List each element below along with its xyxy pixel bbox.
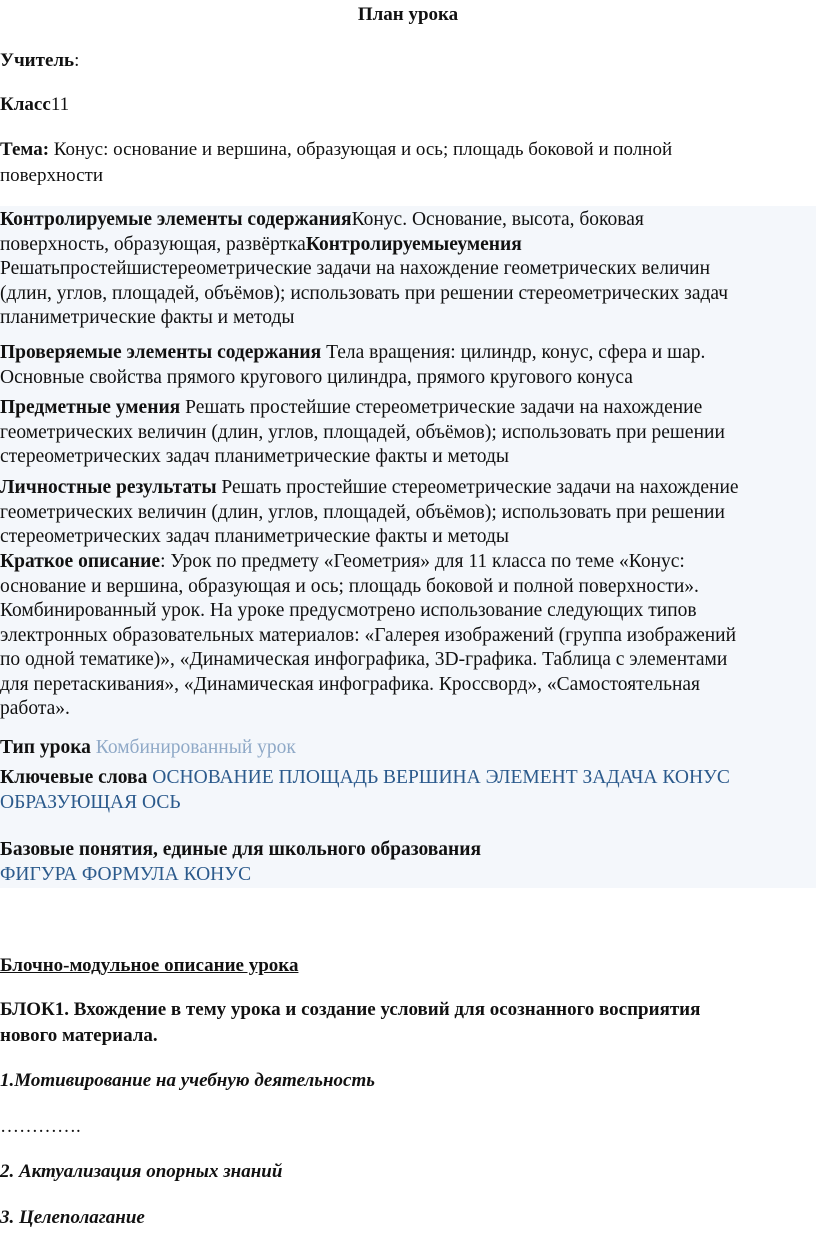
teacher-line xyxy=(0,49,79,73)
subject-skills-label: Предметные умения xyxy=(0,397,181,418)
personal-results xyxy=(0,476,812,550)
brief-description xyxy=(0,550,812,722)
subject-skills xyxy=(0,396,812,470)
brief-text: : Урок по предмету «Геометрия» для 11 класса по теме «Конус: xyxy=(160,551,685,572)
block1-heading-2: нового материала. xyxy=(0,1025,158,1046)
lesson-type-label: Тип урока xyxy=(0,737,91,758)
teacher-label: Учитель xyxy=(0,50,75,71)
personal-results-text-3: стереометрических задач планиметрические факты и методы xyxy=(0,526,509,547)
class-label: Класс xyxy=(0,94,51,115)
topic-line-2: поверхности xyxy=(0,165,104,186)
basic-concepts-value: ФИГУРА ФОРМУЛА КОНУС xyxy=(0,863,252,885)
motivation-heading: 1.Мотивирование на учебную деятельность xyxy=(0,1070,375,1091)
controlled-elements xyxy=(0,208,812,331)
block1-heading: БЛОК1. Вхождение в тему урока и создание условий для осознанного восприятия xyxy=(0,999,701,1020)
brief-text-7: работа». xyxy=(0,698,70,719)
controlled-text: Конус. Основание, высота, боковая xyxy=(351,209,644,230)
topic-line xyxy=(0,138,672,162)
brief-text-2: основание и вершина, образующая и ось; площадь боковой и полной поверхности». xyxy=(0,575,699,597)
page-title: План урока xyxy=(357,4,459,25)
subject-skills-text-3: стереометрических задач планиметрические факты и методы xyxy=(0,446,509,467)
keywords-value-2: ОБРАЗУЮЩАЯ ОСЬ xyxy=(0,791,181,813)
personal-results-text: Решать простейшие стереометрические задачи на нахождение xyxy=(216,477,739,498)
teacher-colon: : xyxy=(74,50,80,71)
brief-label: Краткое описание xyxy=(0,551,161,572)
class-line xyxy=(0,93,69,117)
personal-results-text-2: геометрических величин (длин, углов, площадей, объёмов); использовать при решении xyxy=(0,501,725,523)
lesson-type-value: Комбинированный урок xyxy=(90,737,296,758)
subject-skills-text-2: геометрических величин (длин, углов, площадей, объёмов); использовать при решении xyxy=(0,421,725,443)
brief-text-4: электронных образовательных материалов: «Галерея изображений (группа изображений xyxy=(0,624,737,646)
checked-text-2: Основные свойства прямого кругового цилиндра, прямого кругового конуса xyxy=(0,366,633,388)
goal-setting-heading: 3. Целеполагание xyxy=(0,1207,145,1228)
brief-text-5: по одной тематике)», «Динамическая инфографика, 3D-графика. Таблица с элементами xyxy=(0,649,728,670)
controlled-skills-label: Контролируемыеумения xyxy=(305,233,522,255)
keywords xyxy=(0,766,812,815)
controlled-text-3: Решатьпростейшистереометрические задачи на нахождение геометрических величин xyxy=(0,258,711,279)
personal-results-label: Личностные результаты xyxy=(0,477,217,498)
basic-concepts xyxy=(0,838,812,887)
checked-text: Тела вращения: цилиндр, конус, сфера и шар. xyxy=(321,342,706,363)
topic-label: Тема: xyxy=(0,139,50,160)
brief-text-3: Комбинированный урок. На уроке предусмотрено использование следующих типов xyxy=(0,600,697,621)
topic-text: Конус: основание и вершина, образующая и ось; площадь боковой и полной xyxy=(49,139,673,160)
keywords-label: Ключевые слова xyxy=(0,767,148,788)
checked-label: Проверяемые элементы содержания xyxy=(0,342,322,363)
controlled-text-2: поверхность, образующая, развёртка xyxy=(0,233,306,255)
controlled-text-5: планиметрические факты и методы xyxy=(0,307,295,328)
class-value: 11 xyxy=(50,94,70,115)
actualization-heading: 2. Актуализация опорных знаний xyxy=(0,1161,283,1182)
ellipsis-text: …………. xyxy=(0,1116,81,1137)
block-heading: Блочно-модульное описание урока xyxy=(0,955,299,976)
keywords-value: ОСНОВАНИЕ ПЛОЩАДЬ ВЕРШИНА ЭЛЕМЕНТ ЗАДАЧА КОНУС xyxy=(147,767,730,788)
subject-skills-text: Решать простейшие стереометрические задачи на нахождение xyxy=(180,397,703,418)
controlled-text-4: (длин, углов, площадей, объёмов); использовать при решении стереометрических задач xyxy=(0,282,729,304)
controlled-label: Контролируемые элементы содержания xyxy=(0,209,352,230)
basic-concepts-label: Базовые понятия, единые для школьного образования xyxy=(0,839,482,860)
lesson-type xyxy=(0,736,812,761)
brief-text-6: для перетаскивания», «Динамическая инфографика. Кроссворд», «Самостоятельная xyxy=(0,673,701,695)
checked-elements xyxy=(0,341,812,390)
